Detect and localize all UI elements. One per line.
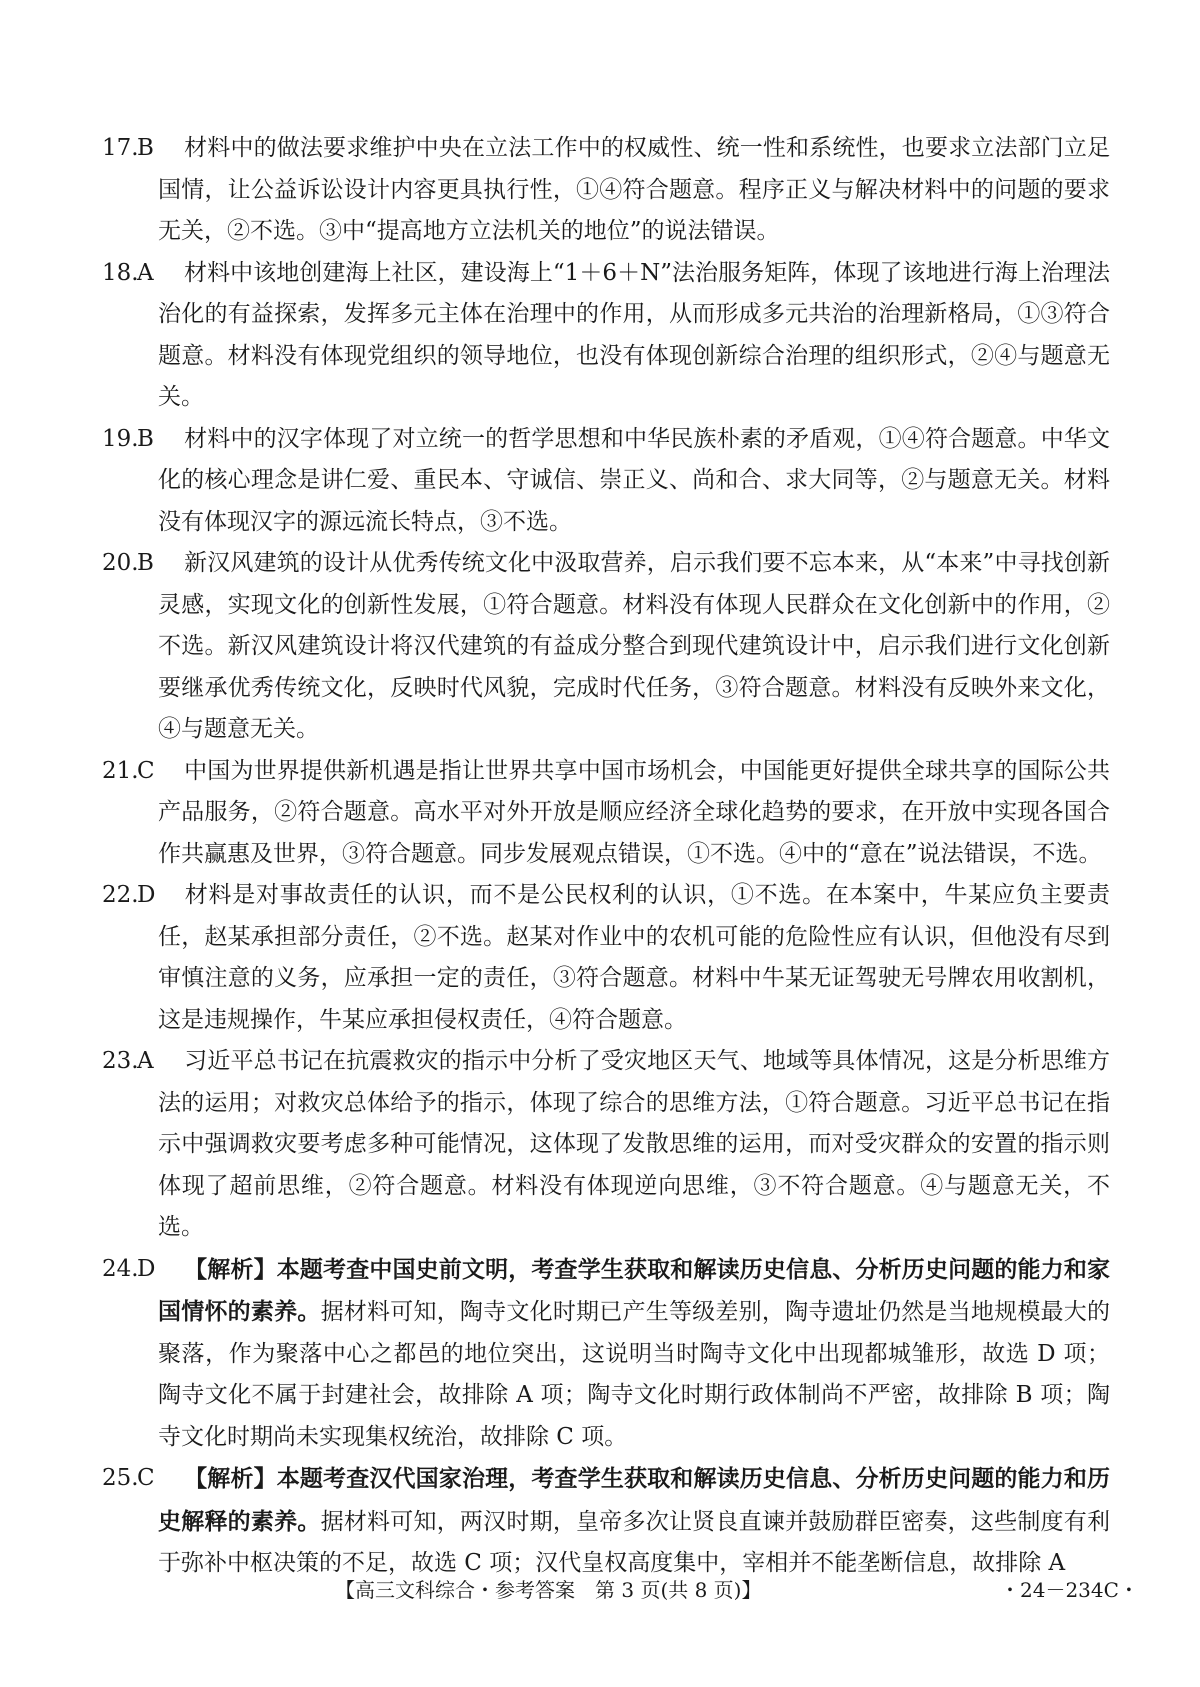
item-text: 据材料可知，两汉时期，皇帝多次让贤良直谏并鼓励群臣密奏，这些制度有利于弥补中枢决策的不足，故选 C 项；汉代皇权高度集中，宰相并不能垄断信息，故排除 A	[158, 1508, 1111, 1576]
item-answer: B	[137, 425, 154, 452]
item-number: 23.	[102, 1048, 139, 1074]
item-text: 据材料可知，陶寺文化时期已产生等级差别，陶寺遗址仍然是当地规模最大的聚落，作为聚落中心之都邑的地位突出，这说明当时陶寺文化中出现都城雏形，故选 D 项；陶寺文化不属于封建社会，故排除 A 项；陶寺文化时期行政体制尚不严密，故排除 B 项；陶寺文化时期尚未实现集权统治，故排除 C 项。	[158, 1299, 1111, 1450]
item-text: 中国为世界提供新机遇是指让世界共享中国市场机会，中国能更好提供全球共享的国际公共产品服务，②符合题意。高水平对外开放是顺应经济全球化趋势的要求，在开放中实现各国合作共赢惠及世界，③符合题意。同步发展观点错误，①不选。④中的“意在”说法错误，不选。	[158, 757, 1110, 867]
analysis-heading: 【解析】本题考查中国史前文明，考查学生获取和解读历史信息、分析历史问题的能力和家国情怀的素养。	[158, 1255, 1110, 1325]
item-number: 24.	[102, 1255, 139, 1282]
item-answer: B	[137, 550, 154, 576]
item-text: 材料中的汉字体现了对立统一的哲学思想和中华民族朴素的矛盾观，①④符合题意。中华文化的核心理念是讲仁爱、重民本、守诚信、崇正义、尚和合、求大同等，②与题意无关。材料没有体现汉字的源远流长特点，③不选。	[158, 425, 1110, 535]
item-body	[158, 543, 1110, 751]
analysis-heading: 【解析】本题考查汉代国家治理，考查学生获取和解读历史信息、分析历史问题的能力和历史解释的素养。	[158, 1465, 1110, 1535]
item-body	[158, 751, 1110, 876]
answer-item-19	[102, 419, 1110, 544]
answer-item-18	[102, 253, 1110, 419]
item-text: 新汉风建筑的设计从优秀传统文化中汲取营养，启示我们要不忘本来，从“本来”中寻找创新灵感，实现文化的创新性发展，①符合题意。材料没有体现人民群众在文化创新中的作用，②不选。新汉风建筑设计将汉代建筑的有益成分整合到现代建筑设计中，启示我们进行文化创新要继承优秀传统文化，反映时代风貌，完成时代任务，③符合题意。材料没有反映外来文化，④与题意无关。	[158, 550, 1110, 742]
footer-page-info: 【高三文科综合・参考答案 第 3 页(共 8 页)】	[335, 1578, 762, 1602]
answer-list	[102, 128, 1111, 1585]
item-text: 材料中该地创建海上社区，建设海上“1＋6＋N”法治服务矩阵，体现了该地进行海上治理法治化的有益探索，发挥多元主体在治理中的作用，从而形成多元共治的治理新格局，①③符合题意。材料没有体现党组织的领导地位，也没有体现创新综合治理的组织形式，②④与题意无关。	[158, 259, 1110, 410]
answer-item-22	[102, 875, 1110, 1041]
item-text: 材料中的做法要求维护中央在立法工作中的权威性、统一性和系统性，也要求立法部门立足国情，让公益诉讼设计内容更具执行性，①④符合题意。程序正义与解决材料中的问题的要求无关，②不选。③中“提高地方立法机关的地位”的说法错误。	[158, 135, 1110, 244]
item-body	[158, 128, 1110, 253]
item-answer: D	[137, 882, 156, 908]
item-number: 17.	[102, 135, 139, 161]
page-footer	[0, 1575, 1200, 1605]
item-number: 21.	[102, 757, 139, 784]
item-body	[158, 875, 1110, 1041]
item-number: 25.	[102, 1465, 139, 1491]
item-number: 22.	[102, 882, 139, 908]
item-answer: C	[137, 757, 155, 784]
item-body	[158, 419, 1110, 544]
item-answer: D	[137, 1255, 156, 1282]
item-answer: C	[137, 1465, 155, 1491]
item-answer: B	[137, 135, 154, 161]
answer-item-17	[102, 128, 1110, 253]
answer-item-23	[102, 1041, 1110, 1249]
item-body	[158, 1041, 1110, 1249]
item-body	[158, 1458, 1110, 1585]
item-body	[158, 1249, 1110, 1459]
answer-item-24	[102, 1249, 1111, 1459]
item-number: 20.	[102, 550, 139, 576]
item-body	[158, 253, 1110, 419]
footer-code: ・24－234C・	[1000, 1578, 1139, 1602]
item-number: 19.	[102, 425, 139, 452]
answer-item-20	[102, 543, 1110, 751]
item-answer: A	[137, 259, 154, 286]
item-number: 18.	[102, 259, 139, 286]
item-text: 材料是对事故责任的认识，而不是公民权利的认识，①不选。在本案中，牛某应负主要责任，赵某承担部分责任，②不选。赵某对作业中的农机可能的危险性应有认识，但他没有尽到审慎注意的义务，应承担一定的责任，③符合题意。材料中牛某无证驾驶无号牌农用收割机，这是违规操作，牛某应承担侵权责任，④符合题意。	[158, 882, 1110, 1033]
item-answer: A	[137, 1048, 154, 1074]
answer-item-21	[102, 751, 1110, 876]
item-text: 习近平总书记在抗震救灾的指示中分析了受灾地区天气、地域等具体情况，这是分析思维方法的运用；对救灾总体给予的指示，体现了综合的思维方法，①符合题意。习近平总书记在指示中强调救灾要考虑多种可能情况，这体现了发散思维的运用，而对受灾群众的安置的指示则体现了超前思维，②符合题意。材料没有体现逆向思维，③不符合题意。④与题意无关，不选。	[158, 1048, 1110, 1240]
answer-item-25	[102, 1458, 1111, 1585]
